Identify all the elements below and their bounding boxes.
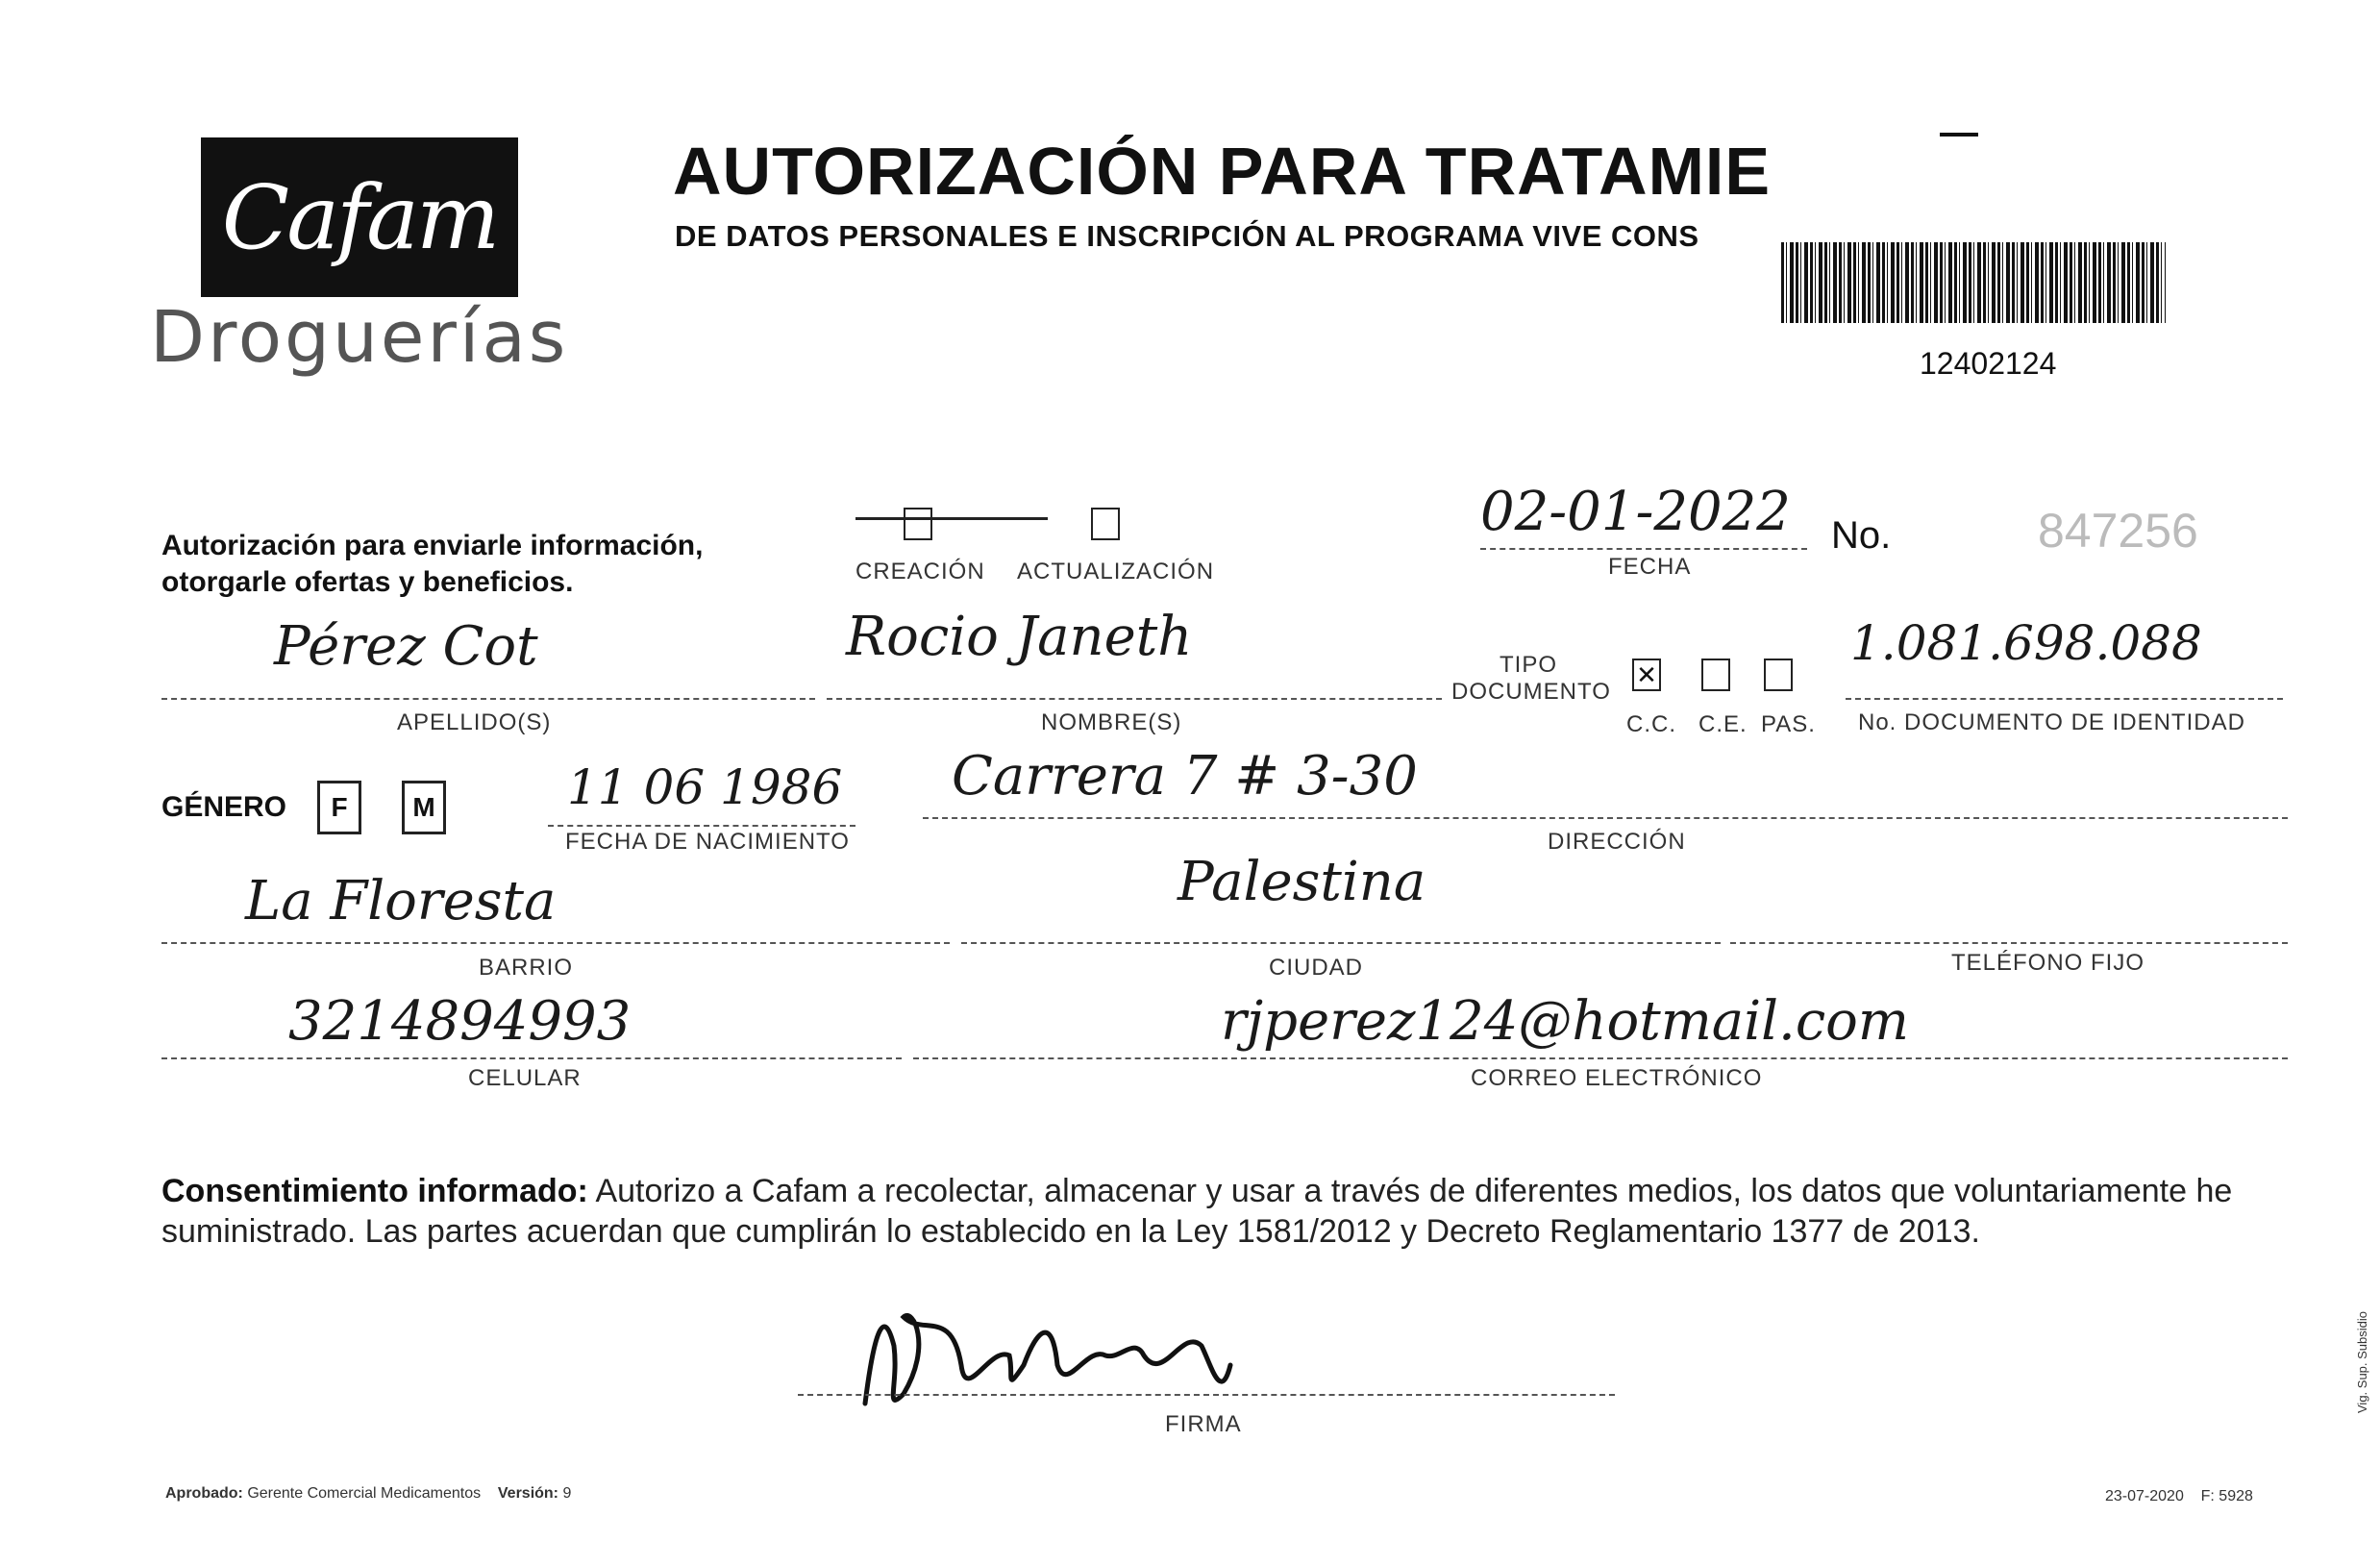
footer-right: [2105, 1488, 2253, 1505]
actualizacion-label: ACTUALIZACIÓN: [1017, 559, 1215, 584]
nacimiento-label: FECHA DE NACIMIENTO: [565, 829, 850, 855]
documento-value: 1.081.698.088: [1850, 615, 2202, 671]
documento-label: No. DOCUMENTO DE IDENTIDAD: [1858, 709, 2245, 735]
direccion-label: DIRECCIÓN: [1548, 829, 1686, 855]
aprobado-value: Gerente Comercial Medicamentos: [247, 1485, 482, 1502]
nacimiento-value: 11 06 1986: [567, 759, 843, 815]
nombres-label: NOMBRE(S): [1041, 709, 1182, 735]
version-value: 9: [562, 1485, 572, 1502]
creacion-label: CREACIÓN: [855, 559, 985, 584]
telefono-line: [1730, 942, 2288, 944]
barcode-number: 12402124: [1920, 346, 2057, 381]
nacimiento-line: [548, 825, 855, 827]
authorization-note: [161, 528, 703, 601]
pas-checkbox[interactable]: [1764, 659, 1793, 691]
nombres-value: Rocio Janeth: [846, 606, 1193, 668]
ciudad-label: CIUDAD: [1269, 955, 1364, 981]
no-value: 847256: [2038, 504, 2198, 558]
cc-label: C.C.: [1626, 711, 1676, 737]
version-label: Versión:: [497, 1485, 559, 1502]
direccion-value: Carrera 7 # 3-30: [952, 745, 1418, 808]
cafam-logo: [201, 137, 518, 297]
barrio-line: [161, 942, 950, 944]
celular-label: CELULAR: [468, 1065, 582, 1091]
ciudad-line: [961, 942, 1721, 944]
consent-text: Autorizo a Cafam a recolectar, almacenar y usar a través de diferentes medios, los datos que voluntariamente he suministrado. Las partes acuerdan que cumplirán lo establecido en la Ley 1581/2012 y Decreto Reglamentario 1377 de 2013.: [161, 1173, 2233, 1250]
correo-line: [913, 1057, 2288, 1059]
authorization-note-line2: otorgarle ofertas y beneficios.: [161, 566, 574, 598]
nombres-line: [827, 698, 1442, 700]
genero-f-checkbox[interactable]: F: [317, 781, 361, 834]
documento-line: [1846, 698, 2283, 700]
consent-heading: Consentimiento informado:: [161, 1173, 588, 1209]
correo-label: CORREO ELECTRÓNICO: [1471, 1065, 1763, 1091]
firma-label: FIRMA: [1165, 1411, 1242, 1437]
telefono-label: TELÉFONO FIJO: [1951, 950, 2145, 976]
logo-subtitle: Droguerías: [150, 296, 569, 379]
barrio-value: La Floresta: [245, 870, 557, 932]
title-cutoff-mark: [1940, 133, 1978, 137]
tipo-documento-label-1: TIPO: [1500, 652, 1558, 678]
fecha-label: FECHA: [1608, 554, 1692, 580]
apellidos-label: APELLIDO(S): [397, 709, 552, 735]
side-text: Vig. Sup. Subsidio: [2355, 1311, 2369, 1413]
footer-left: [165, 1485, 571, 1503]
correo-value: rjperez124@hotmail.com: [1221, 990, 1909, 1053]
document-title: AUTORIZACIÓN PARA TRATAMIE: [673, 134, 1772, 209]
logo-text: Cafam: [221, 165, 498, 269]
ce-label: C.E.: [1698, 711, 1748, 737]
direccion-line: [923, 817, 2288, 819]
aprobado-label: Aprobado:: [165, 1485, 243, 1502]
document-subtitle: DE DATOS PERSONALES E INSCRIPCIÓN AL PROGRAMA VIVE CONS: [675, 219, 1699, 253]
footer-code: F: 5928: [2200, 1488, 2253, 1504]
genero-label: GÉNERO: [161, 791, 287, 823]
fecha-value: 02-01-2022: [1480, 481, 1791, 543]
pas-label: PAS.: [1761, 711, 1816, 737]
apellidos-value: Pérez Cot: [274, 615, 538, 678]
celular-line: [161, 1057, 902, 1059]
celular-value: 3214894993: [288, 990, 632, 1053]
actualizacion-checkbox[interactable]: [1091, 508, 1120, 540]
creacion-checkbox[interactable]: [904, 508, 932, 540]
tipo-documento-label-2: DOCUMENTO: [1451, 679, 1611, 705]
barrio-label: BARRIO: [479, 955, 574, 981]
cc-checkbox[interactable]: ✕: [1632, 659, 1661, 691]
ce-checkbox[interactable]: [1701, 659, 1730, 691]
ciudad-value: Palestina: [1178, 851, 1426, 913]
footer-date: 23-07-2020: [2105, 1488, 2184, 1504]
genero-m-checkbox[interactable]: M: [402, 781, 446, 834]
fecha-line: [1480, 548, 1807, 550]
authorization-note-line1: Autorización para enviarle información,: [161, 530, 704, 561]
apellidos-line: [161, 698, 815, 700]
barcode: [1781, 242, 2166, 323]
no-label: No.: [1831, 514, 1892, 557]
creacion-strike: [855, 517, 1048, 520]
firma-line: [798, 1394, 1615, 1396]
consent-paragraph: [161, 1171, 2267, 1252]
